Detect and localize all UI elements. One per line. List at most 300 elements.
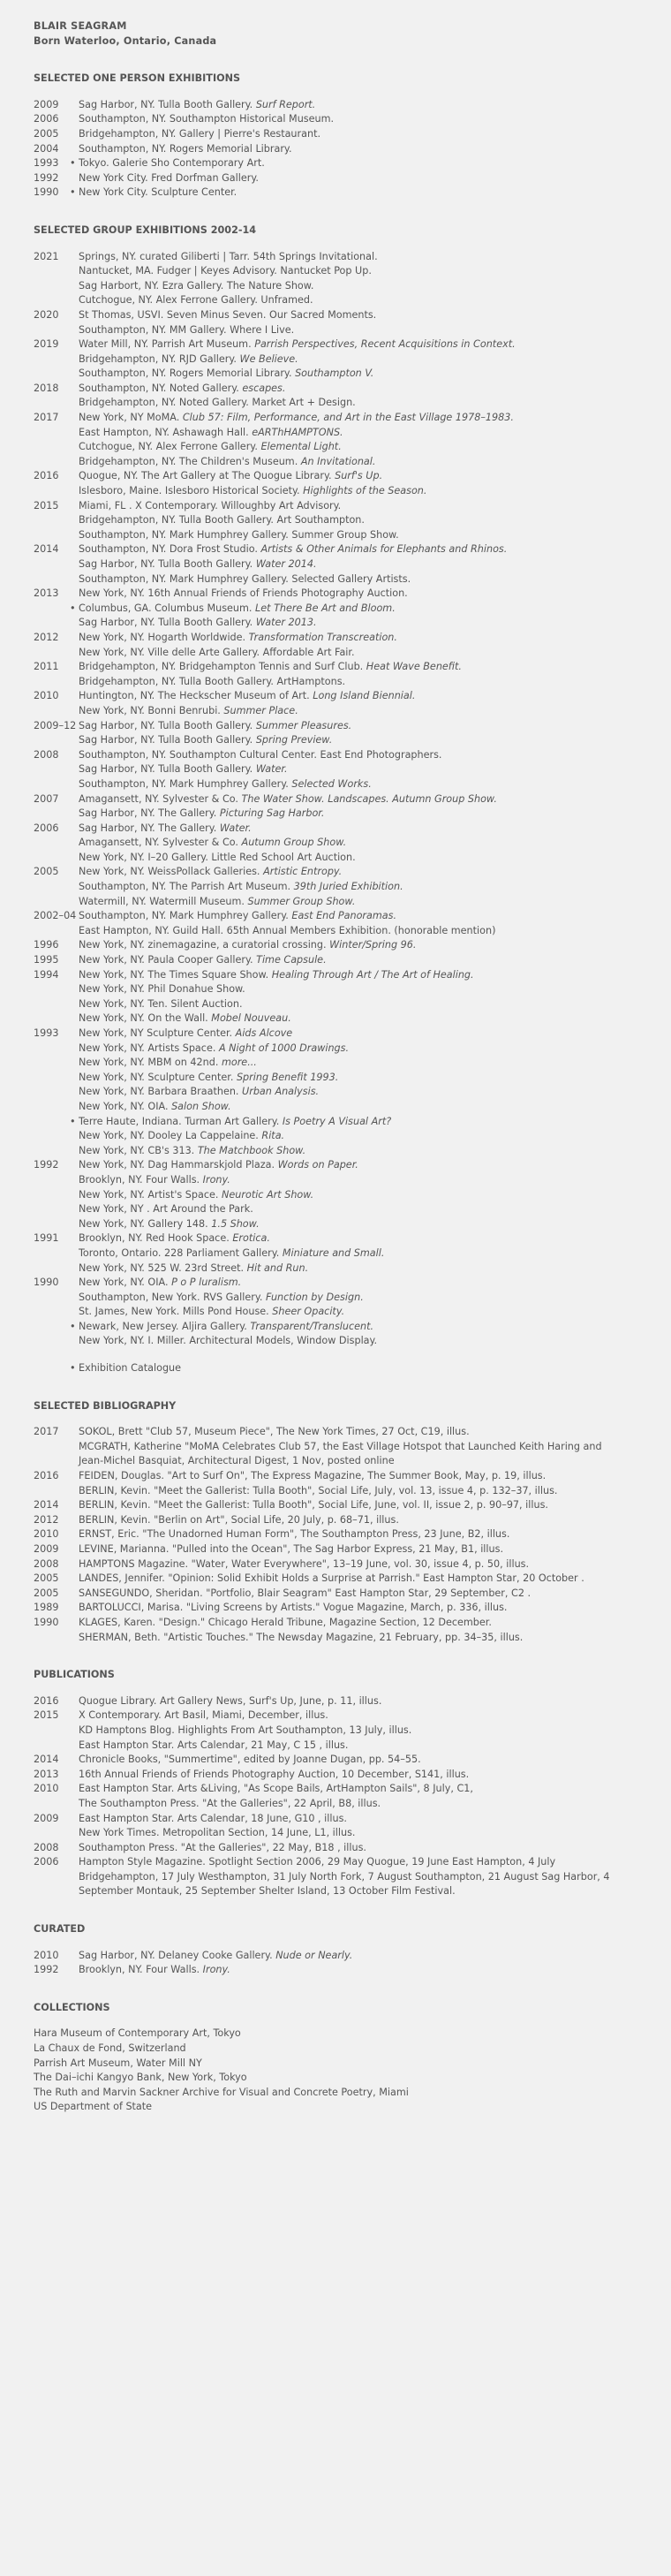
entry-year-cell — [34, 953, 79, 968]
entry-row — [34, 909, 637, 924]
entry-year-cell — [34, 1631, 79, 1646]
entry-title: Miniature and Small. — [282, 1246, 385, 1259]
entry-venue: New York, NY. On the Wall. — [79, 1012, 208, 1025]
solo-exhibitions-list — [34, 98, 637, 201]
entry-year-cell — [34, 1768, 79, 1783]
entry-venue: Cutchogue, NY. Alex Ferrone Gallery. — [79, 441, 258, 453]
entry-year: 2005 — [34, 1587, 59, 1599]
entry-venue: Bridgehampton, NY. RJD Gallery. — [79, 352, 237, 365]
entry-row — [34, 337, 637, 352]
entry-venue: Sag Harbor, NY. Tulla Booth Gallery. — [79, 734, 253, 746]
entry-title: Healing Through Art / The Art of Healing. — [271, 968, 474, 981]
entry-row — [34, 1129, 637, 1144]
entry-text — [79, 367, 637, 382]
entry-title: Let There Be Art and Bloom. — [255, 602, 396, 614]
collection-item: La Chaux de Fond, Switzerland — [34, 2042, 186, 2055]
entry-text — [79, 836, 637, 851]
entry-text — [79, 528, 637, 543]
entry-text — [79, 1572, 637, 1587]
entry-year: 2011 — [34, 661, 59, 673]
entry-row — [34, 689, 637, 704]
entry-venue: MCGRATH, Katherine "MoMA Celebrates Club 57, the East Village Hotspot that Launched Keith Haring and Jean-Michel Basquiat, Architectural Digest, 1 Nov, posted online — [79, 1440, 602, 1467]
entry-year-cell — [34, 1841, 79, 1856]
entry-text — [79, 1158, 637, 1173]
catalogue-bullet: • — [70, 157, 76, 170]
entry-text — [79, 557, 637, 572]
entry-text — [79, 98, 637, 113]
entry-row — [34, 616, 637, 631]
entry-venue: St Thomas, USVI. Seven Minus Seven. Our Sacred Moments. — [79, 308, 377, 321]
entry-year: 2006 — [34, 113, 59, 125]
entry-venue: New York, NY. CB's 313. — [79, 1144, 195, 1156]
entry-text — [79, 646, 637, 661]
entry-title: Surf's Up. — [335, 470, 383, 482]
entry-row — [34, 1782, 637, 1797]
entry-title: more... — [221, 1057, 257, 1069]
entry-venue: New York, NY. Phil Donahue Show. — [79, 983, 245, 996]
entry-text — [79, 1011, 637, 1027]
entry-title: Time Capsule. — [256, 954, 327, 966]
entry-row — [34, 396, 637, 411]
entry-text — [79, 602, 637, 617]
entry-year: 2014 — [34, 1754, 59, 1766]
entry-venue: New York, NY. Gallery 148. — [79, 1217, 208, 1230]
entry-row — [34, 1739, 637, 1754]
entry-year-cell — [34, 704, 79, 719]
entry-text — [79, 1841, 637, 1856]
entry-row — [34, 895, 637, 910]
entry-venue: East Hampton, NY. Guild Hall. 65th Annual Members Exhibition. (honorable mention) — [79, 924, 496, 936]
entry-text — [79, 171, 637, 186]
entry-text — [79, 279, 637, 294]
entry-venue: Southampton, NY. Mark Humphrey Gallery. — [79, 910, 289, 922]
entry-venue: Nantucket, MA. Fudger | Keyes Advisory. Nantucket Pop Up. — [79, 265, 372, 277]
entry-venue: SOKOL, Brett "Club 57, Museum Piece", The New York Times, 27 Oct, C19, illus. — [79, 1426, 470, 1438]
entry-year: 2005 — [34, 127, 59, 140]
entry-text — [79, 484, 637, 499]
entry-text — [79, 1557, 637, 1572]
entry-title: Water 2014. — [255, 558, 317, 570]
entry-year-cell — [34, 1587, 79, 1602]
entry-title: Transparent/Translucent. — [250, 1320, 374, 1332]
entry-text — [79, 997, 637, 1012]
entry-year-cell — [34, 1557, 79, 1572]
entry-row — [34, 1202, 637, 1217]
entry-year: 1995 — [34, 954, 59, 966]
entry-year-cell — [34, 557, 79, 572]
entry-venue: Bridgehampton, NY. Tulla Booth Gallery. ArtHamptons. — [79, 675, 346, 687]
catalogue-bullet: • — [70, 1115, 76, 1127]
entry-text — [79, 1797, 637, 1812]
entry-year-cell — [34, 308, 79, 323]
entry-text — [79, 865, 637, 880]
entry-text — [79, 156, 637, 171]
entry-venue: Springs, NY. curated Giliberti | Tarr. 54th Springs Invitational. — [79, 250, 378, 262]
entry-year-cell — [34, 1011, 79, 1027]
entry-year-cell — [34, 1812, 79, 1827]
entry-row — [34, 748, 637, 763]
entry-text — [79, 792, 637, 807]
entry-venue: New York, NY. WeissPollack Galleries. — [79, 866, 260, 878]
entry-venue: Southampton, NY. Southampton Historical Museum. — [79, 113, 335, 125]
entry-row — [34, 836, 637, 851]
entry-row — [34, 542, 637, 557]
entry-venue: New York, NY. zinemagazine, a curatorial crossing. — [79, 939, 327, 951]
entry-venue: Columbus, GA. Columbus Museum. — [79, 602, 253, 614]
entry-year-cell — [34, 426, 79, 441]
entry-row — [34, 777, 637, 792]
entry-year-cell — [34, 851, 79, 866]
entry-year-cell — [34, 865, 79, 880]
entry-year: 2010 — [34, 1528, 59, 1541]
catalogue-bullet: • — [70, 186, 76, 199]
entry-year-cell — [34, 352, 79, 367]
entry-year-cell — [34, 675, 79, 690]
entry-row — [34, 660, 637, 675]
entry-year: 2009–12 — [34, 719, 77, 731]
entry-row — [34, 513, 637, 528]
entry-title: Highlights of the Season. — [303, 485, 427, 497]
entry-row — [34, 822, 637, 837]
entry-year: 1990 — [34, 1277, 59, 1289]
entry-row — [34, 411, 637, 426]
entry-text — [79, 186, 637, 201]
entry-venue: Toronto, Ontario. 228 Parliament Gallery. — [79, 1246, 280, 1259]
entry-text — [79, 1276, 637, 1291]
entry-venue: Bridgehampton, NY. Gallery | Pierre's Restaurant. — [79, 127, 321, 140]
entry-row — [34, 704, 637, 719]
entry-year-cell — [34, 499, 79, 514]
entry-title: Long Island Biennial. — [313, 690, 416, 702]
entry-title: Picturing Sag Harbor. — [219, 807, 325, 820]
entry-year-cell — [34, 542, 79, 557]
entry-row — [34, 1601, 637, 1616]
entry-year-cell — [34, 323, 79, 338]
entry-row — [34, 982, 637, 997]
entry-venue: Southampton, NY. Mark Humphrey Gallery. Selected Gallery Artists. — [79, 572, 411, 585]
entry-title: Parrish Perspectives, Recent Acquisitions in Context. — [254, 338, 516, 351]
entry-year-cell — [34, 1527, 79, 1542]
entry-title: Summer Place. — [223, 704, 298, 716]
entry-text — [79, 264, 637, 279]
entry-year: 2009 — [34, 1812, 59, 1824]
entry-text — [79, 382, 637, 397]
entry-venue: Sag Harbor, NY. Tulla Booth Gallery. — [79, 617, 253, 629]
entry-year: 2017 — [34, 1426, 59, 1438]
publications-list — [34, 1694, 637, 1899]
entry-row — [34, 171, 637, 186]
entry-venue: New York, NY. Dooley La Cappelaine. — [79, 1130, 259, 1142]
entry-year: 2006 — [34, 822, 59, 834]
entry-year-cell — [34, 1305, 79, 1320]
entry-year: 1992 — [34, 171, 59, 184]
entry-text — [79, 396, 637, 411]
entry-venue: Amagansett, NY. Sylvester & Co. — [79, 837, 238, 849]
entry-text — [79, 587, 637, 602]
entry-row — [34, 142, 637, 157]
collection-item: Hara Museum of Contemporary Art, Tokyo — [34, 2027, 241, 2040]
entry-row — [34, 924, 637, 939]
entry-year-cell — [34, 822, 79, 837]
entry-year-cell — [34, 367, 79, 382]
entry-year: 1994 — [34, 968, 59, 981]
entry-text — [79, 1587, 637, 1602]
entry-text — [79, 1305, 637, 1320]
entry-year-cell — [34, 1498, 79, 1513]
entry-year-cell — [34, 127, 79, 142]
entry-year-cell — [34, 660, 79, 675]
entry-title: Spring Preview. — [255, 734, 333, 746]
entry-text — [79, 1027, 637, 1042]
entry-text — [79, 777, 637, 792]
entry-row — [34, 323, 637, 338]
entry-year-cell — [34, 1042, 79, 1057]
entry-year: 2008 — [34, 748, 59, 761]
entry-venue: New York, NY. I–20 Gallery. Little Red School Art Auction. — [79, 851, 356, 863]
entry-text — [79, 293, 637, 308]
entry-year: 2021 — [34, 250, 59, 262]
entry-row — [34, 1498, 637, 1513]
entry-venue: East Hampton Star. Arts Calendar, 18 June, G10 , illus. — [79, 1812, 347, 1824]
entry-year: 1991 — [34, 1232, 59, 1245]
entry-venue: New York, NY. Dag Hammarskjold Plaza. — [79, 1159, 275, 1171]
entry-row — [34, 1042, 637, 1057]
entry-row — [34, 1708, 637, 1724]
entry-venue: Brooklyn, NY. Red Hook Space. — [79, 1232, 230, 1245]
entry-year: 1993 — [34, 157, 59, 170]
entry-text — [79, 1129, 637, 1144]
entry-year: 2004 — [34, 142, 59, 155]
entry-row — [34, 1963, 637, 1978]
collection-item: Parrish Art Museum, Water Mill NY — [34, 2057, 202, 2069]
entry-row — [34, 1276, 637, 1291]
entry-text — [79, 1616, 637, 1631]
entry-year-cell — [34, 1826, 79, 1841]
entry-venue: Southampton, NY. Mark Humphrey Gallery. Summer Group Show. — [79, 528, 399, 541]
entry-title: Spring Benefit 1993. — [236, 1071, 339, 1083]
entry-row — [34, 1527, 637, 1542]
entry-year: 2017 — [34, 412, 59, 424]
entry-title: Erotica. — [232, 1232, 270, 1245]
entry-venue: Southampton Press. "At the Galleries", 22 May, B18 , illus. — [79, 1841, 366, 1853]
entry-year-cell — [34, 1231, 79, 1246]
entry-row — [34, 1071, 637, 1086]
entry-year: 1989 — [34, 1602, 59, 1614]
entry-row — [34, 572, 637, 587]
bibliography-section — [34, 1399, 637, 1646]
entry-venue: BARTOLUCCI, Marisa. "Living Screens by Artists." Vogue Magazine, March, p. 336, illus. — [79, 1602, 508, 1614]
entry-text — [79, 704, 637, 719]
entry-year-cell — [34, 382, 79, 397]
entry-year-cell — [34, 1173, 79, 1188]
entry-venue: Southampton, NY. The Parrish Art Museum. — [79, 881, 291, 893]
entry-row — [34, 186, 637, 201]
entry-year: 2012 — [34, 631, 59, 643]
entry-title: Heat Wave Benefit. — [366, 661, 462, 673]
entry-text — [79, 542, 637, 557]
entry-text — [79, 807, 637, 822]
entry-year-cell — [34, 1158, 79, 1173]
entry-title: Club 57: Film, Performance, and Art in the East Village 1978–1983. — [182, 412, 514, 424]
entry-text — [79, 499, 637, 514]
entry-row — [34, 1572, 637, 1587]
entry-venue: SHERMAN, Beth. "Artistic Touches." The Newsday Magazine, 21 February, pp. 34–35, illus. — [79, 1631, 524, 1643]
entry-venue: KD Hamptons Blog. Highlights From Art Southampton, 13 July, illus. — [79, 1724, 412, 1736]
entry-title: Salon Show. — [171, 1100, 231, 1112]
entry-title: The Matchbook Show. — [197, 1144, 306, 1156]
entry-year-cell — [34, 1276, 79, 1291]
entry-row — [34, 1616, 637, 1631]
entry-year-cell — [34, 1144, 79, 1159]
artist-birthplace: Born Waterloo, Ontario, Canada — [34, 34, 217, 47]
entry-text — [79, 1115, 637, 1130]
entry-title: Transformation Transcreation. — [248, 631, 397, 643]
section-title: SELECTED ONE PERSON EXHIBITIONS — [34, 72, 241, 85]
entry-text — [79, 851, 637, 866]
entry-venue: New York, NY . Art Around the Park. — [79, 1203, 253, 1216]
entry-row — [34, 528, 637, 543]
entry-venue: East Hampton Star. Arts &Living, "As Scope Bails, ArtHampton Sails", 8 July, C1, — [79, 1783, 473, 1795]
entry-year: 1996 — [34, 939, 59, 951]
entry-text — [79, 953, 637, 968]
entry-venue: KLAGES, Karen. "Design." Chicago Herald Tribune, Magazine Section, 12 December. — [79, 1616, 492, 1628]
entry-row — [34, 602, 637, 617]
entry-row — [34, 264, 637, 279]
entry-year-cell — [34, 777, 79, 792]
entry-year: 2019 — [34, 338, 59, 351]
entry-row — [34, 557, 637, 572]
entry-title: Southampton V. — [295, 367, 374, 380]
entry-text — [79, 1334, 637, 1349]
entry-year-cell — [34, 762, 79, 777]
entry-venue: New York, NY. Artist's Space. — [79, 1188, 219, 1201]
entry-text — [79, 1246, 637, 1261]
entry-row — [34, 293, 637, 308]
entry-row — [34, 762, 637, 777]
entry-venue: Amagansett, NY. Sylvester & Co. — [79, 792, 238, 805]
entry-venue: Miami, FL . X Contemporary. Willoughby Art Advisory. — [79, 499, 342, 511]
entry-venue: New York, NY. MBM on 42nd. — [79, 1057, 219, 1069]
entry-text — [79, 1425, 637, 1440]
entry-row — [34, 1144, 637, 1159]
entry-venue: Bridgehampton, NY. Bridgehampton Tennis and Surf Club. — [79, 661, 364, 673]
entry-row — [34, 1694, 637, 1709]
entry-row — [34, 1542, 637, 1557]
entry-venue: New York, NY. Hogarth Worldwide. — [79, 631, 246, 643]
entry-venue: Sag Harbor, NY. The Gallery. — [79, 822, 217, 834]
entry-venue: New York, NY. The Times Square Show. — [79, 968, 269, 981]
entry-title: East End Panoramas. — [291, 910, 397, 922]
entry-venue: Cutchogue, NY. Alex Ferrone Gallery. Unframed. — [79, 294, 313, 307]
entry-year-cell — [34, 528, 79, 543]
entry-row — [34, 1011, 637, 1027]
entry-year: 1992 — [34, 1159, 59, 1171]
entry-year-cell — [34, 1246, 79, 1261]
entry-year-cell — [34, 1484, 79, 1499]
entry-venue: Water Mill, NY. Parrish Art Museum. — [79, 338, 252, 351]
entry-year-cell — [34, 616, 79, 631]
section-title: SELECTED BIBLIOGRAPHY — [34, 1399, 177, 1412]
entry-venue: Quogue Library. Art Gallery News, Surf's Up, June, p. 11, illus. — [79, 1694, 382, 1707]
entry-row — [34, 1513, 637, 1528]
entry-title: A Night of 1000 Drawings. — [218, 1042, 350, 1054]
entry-row — [34, 1320, 637, 1335]
entry-text — [79, 1100, 637, 1115]
entry-row — [34, 1949, 637, 1964]
entry-year-cell — [34, 1797, 79, 1812]
entry-title: Surf Report. — [255, 98, 316, 110]
entry-text — [79, 1782, 637, 1797]
entry-row — [34, 127, 637, 142]
entry-text — [79, 1631, 637, 1646]
entry-row — [34, 851, 637, 866]
entry-venue: Sag Harbort, NY. Ezra Gallery. The Nature Show. — [79, 279, 314, 292]
entry-venue: New York, NY. I. Miller. Architectural Models, Window Display. — [79, 1335, 378, 1347]
entry-text — [79, 689, 637, 704]
artist-name: BLAIR SEAGRAM — [34, 20, 127, 32]
entry-venue: LANDES, Jennifer. "Opinion: Solid Exhibit Holds a Surprise at Parrish." East Hampton Star, 20 October . — [79, 1572, 584, 1585]
entry-year-cell — [34, 1425, 79, 1440]
entry-title: Mobel Nouveau. — [211, 1012, 291, 1025]
entry-row — [34, 1334, 637, 1349]
entry-year-cell — [34, 1963, 79, 1978]
entry-row — [34, 733, 637, 748]
entry-year-cell — [34, 455, 79, 470]
entry-text — [79, 733, 637, 748]
entry-year: 2009 — [34, 1543, 59, 1555]
entry-title: Water 2013. — [255, 617, 317, 629]
entry-year-cell — [34, 1217, 79, 1232]
publications-section — [34, 1668, 637, 1899]
entry-venue: New York, NY. OIA. — [79, 1100, 169, 1112]
collections-list — [34, 2027, 637, 2115]
entry-text — [79, 880, 637, 895]
entry-year: 2016 — [34, 1470, 59, 1482]
collections-section — [34, 2001, 637, 2115]
entry-text — [79, 1085, 637, 1100]
entry-title: Irony. — [202, 1964, 230, 1976]
entry-text — [79, 822, 637, 837]
entry-row — [34, 1826, 637, 1841]
entry-venue: Watermill, NY. Watermill Museum. — [79, 895, 245, 907]
entry-row — [34, 1027, 637, 1042]
entry-text — [79, 1601, 637, 1616]
entry-year-cell — [34, 1100, 79, 1115]
catalogue-bullet: • — [70, 602, 76, 614]
entry-venue: Hampton Style Magazine. Spotlight Section 2006, 29 May Quogue, 19 June East Hampton, 4 July Bridgehampton, 17 July Westhampton, 31 July North Fork, 7 August Southampton, 21 August Sag Harbor, 4 September Montauk, 25 September Shelter Island, 13 October Film Festival. — [79, 1856, 610, 1898]
entry-venue: New York, NY Sculpture Center. — [79, 1027, 233, 1039]
entry-venue: Southampton, NY. Southampton Cultural Center. East End Photographers. — [79, 748, 442, 761]
entry-row — [34, 646, 637, 661]
entry-year-cell — [34, 968, 79, 983]
entry-text — [79, 924, 637, 939]
entry-text — [79, 982, 637, 997]
entry-text — [79, 968, 637, 983]
entry-row — [34, 1440, 637, 1469]
entry-venue: Brooklyn, NY. Four Walls. — [79, 1964, 200, 1976]
entry-text — [79, 1753, 637, 1768]
entry-text — [79, 440, 637, 455]
entry-venue: Sag Harbor, NY. Tulla Booth Gallery. — [79, 719, 253, 731]
entry-year-cell — [34, 171, 79, 186]
entry-year: 2009 — [34, 98, 59, 110]
entry-title: Urban Analysis. — [242, 1086, 320, 1098]
entry-venue: Southampton, New York. RVS Gallery. — [79, 1291, 263, 1303]
entry-row — [34, 1291, 637, 1306]
entry-year-cell — [34, 1320, 79, 1335]
entry-year-cell — [34, 484, 79, 499]
entry-year-cell — [34, 293, 79, 308]
